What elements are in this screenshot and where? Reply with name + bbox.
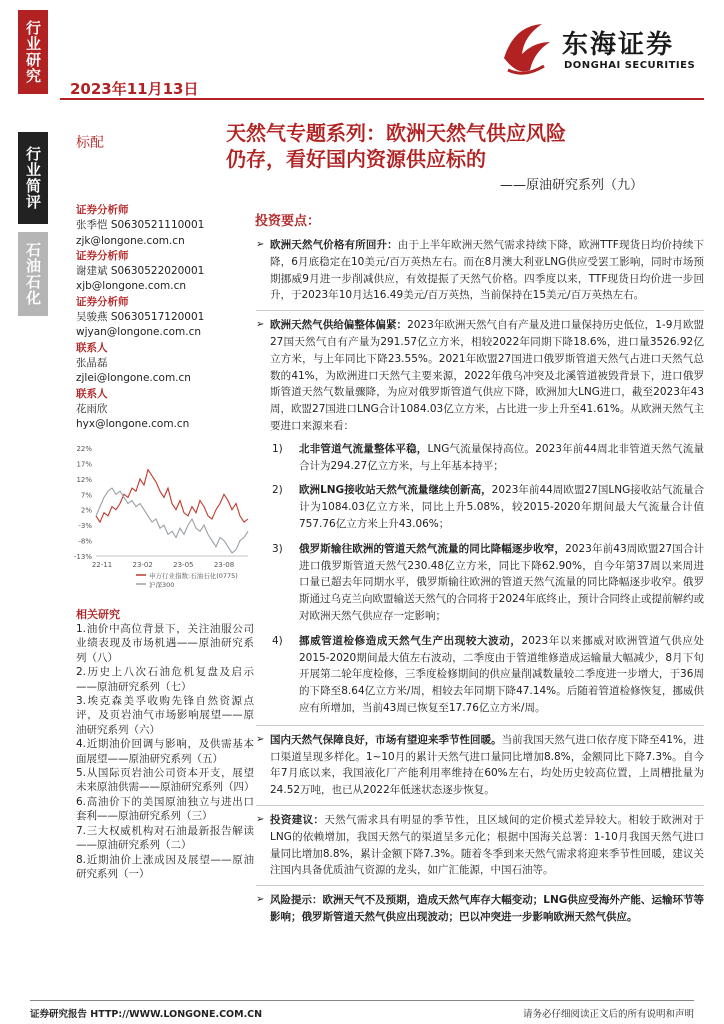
sub-item-heading: 挪威管道检修造成天然气生产出现较大波动，	[299, 634, 522, 647]
analyst-email[interactable]: wjyan@longone.com.cn	[76, 326, 202, 339]
related-item[interactable]: 3.埃克森美孚收购先锋自然资源点评，及页岩油气市场影响展望——原油研究系列（六）	[76, 695, 254, 736]
sub-item	[256, 541, 704, 625]
y-tick-label: 22%	[76, 445, 92, 453]
y-tick-label: -3%	[78, 522, 92, 531]
side-tab-industry-brief: 行业简评	[18, 132, 48, 224]
key-point-heading: 投资建议：	[270, 813, 325, 826]
key-point	[256, 237, 704, 304]
analyst-email[interactable]: xjb@longone.com.cn	[76, 280, 187, 293]
related-item[interactable]: 2.历史上八次石油危机复盘及启示——原油研究系列（七）	[76, 666, 254, 693]
key-point-heading: 国内天然气保障良好，市场有望迎来季节性回暖。	[270, 733, 502, 746]
sub-item-text: 2023年前43周欧盟27国合计进口俄罗斯管道天然气230.48亿立方米，同比下降62.90%，自今年第37周以来周进口量已超去年同期水平，俄罗斯输往欧洲的管道天然气流量的同比降幅逐步收窄。俄罗斯通过乌克兰向欧盟输送天然气的合同将于2024年底终止，预计合同终止或提前解约或对欧洲天然气供应存一定影响；	[299, 542, 704, 622]
logo-name-en: DONGHAI SECURITIES	[564, 60, 696, 71]
analyst-entry	[76, 387, 246, 433]
related-item[interactable]: 4.近期油价回调与影响，及供需基本面展望——原油研究系列（五）	[76, 738, 254, 765]
logo-mark-icon	[494, 18, 560, 84]
analyst-role: 联系人	[76, 341, 108, 354]
analyst-list	[76, 203, 246, 432]
footer-disclaimer: 请务必仔细阅读正文后的所有说明和声明	[522, 1009, 694, 1020]
related-research-list	[76, 622, 254, 881]
analyst-email[interactable]: zjk@longone.com.cn	[76, 234, 185, 247]
y-tick-label: -8%	[78, 537, 92, 546]
key-points-title: 投资要点：	[255, 214, 321, 229]
footer-website[interactable]: 证券研究报告 HTTP://WWW.LONGONE.COM.CN	[30, 1009, 263, 1020]
sub-item	[256, 441, 704, 475]
divider	[256, 885, 704, 886]
related-item[interactable]: 7.三大权威机构对石油最新报告解读——原油研究系列（二）	[76, 824, 254, 852]
report-subtitle: ——原油研究系列（九）	[500, 178, 644, 193]
divider	[256, 310, 704, 311]
side-tab-petrochemical: 石油石化	[18, 232, 48, 316]
analyst-role: 证券分析师	[76, 295, 129, 308]
x-tick-label: 23-08	[213, 561, 235, 569]
series-line-1	[96, 488, 248, 553]
key-point-text: 天然气需求具有明显的季节性，且区域间的定价模式差异较大。相较于欧洲对于LNG的依赖增加，我国天然气的渠道呈多元化；根据中国海关总署：1-10月我国天然气进口量同比增加8.8%，累计金额下降7.3%。随着冬季到来天然气需求将迎来季节性回暖，建议关注国内具备优质油气资源的龙头，如广汇能源，中国石油等。	[270, 813, 705, 877]
divider	[256, 725, 704, 726]
side-tab-industry-research: 行业研究	[18, 10, 48, 94]
key-point-text: 2023年欧洲天然气自有产量及进口量保持历史低位，1-9月欧盟27国天然气自有产量为291.57亿立方米，相较2022年同期下降18.6%，进口量3526.92亿立方米，与上年同比下降23.55%。2021年欧盟27国进口俄罗斯管道天然气占进口天然气总数的41%，为欧洲进口天然气主要来源，2022年俄乌冲突及北溪管道被毁背景下，进口俄罗斯管道天然气数量骤降，为应对俄罗斯管道气供应下降，欧洲加大LNG进口，截至2023年43周，欧盟27国进口LNG合计1084.03亿立方米，占比进一步上升至41.61%。从欧洲天然气主要进口来源来看：	[270, 319, 705, 432]
analyst-email[interactable]: hyx@longone.com.cn	[76, 418, 190, 431]
sub-item-heading: 俄罗斯输往欧洲的管道天然气流量的同比降幅逐步收窄，	[299, 542, 566, 555]
key-point-text: 当前我国天然气进口依存度下降至41%，进口渠道呈现多样化。1~10月的累计天然气进口量同比增加8.8%，金额同比下降7.3%。自今年7月底以来，我国液化厂产能利用率维持在60%左右，均处历史较高位置，上周槽批量为24.52万吨，也已从2022年低迷状态逐步恢复。	[270, 733, 704, 797]
sub-item	[256, 633, 704, 717]
sub-item-number: 1)	[272, 442, 283, 455]
related-item[interactable]: 5.从国际页岩油公司资本开支，展望未来原油供需——原油研究系列（四）	[76, 767, 255, 794]
industry-rating: 标配	[76, 135, 104, 151]
sub-item-heading: 北非管道气流量整体平稳，	[299, 442, 428, 455]
x-tick-label: 23-02	[132, 561, 153, 569]
y-tick-label: -13%	[73, 553, 92, 561]
related-item[interactable]: 1.油价中高位背景下，关注油服公司业绩表现及市场机遇——原油研究系列（八）	[76, 623, 254, 664]
analyst-name: 谢建斌 S0630522020001	[76, 265, 205, 278]
sub-item-number: 3)	[272, 542, 283, 555]
legend-label: 沪深300	[149, 581, 175, 589]
related-research-title: 相关研究	[76, 608, 120, 621]
sub-item-text: 2023年以来挪威对欧洲管道气供应处2015-2020期间最大值左右波动，二季度由于管道维修造成运输量大幅减少，8月下旬开展第二轮年度检修，三季度检修期间的供应量削减数量较二季度进一步增大，于36周的下降至8.64亿立方米/周，相较去年同期下降47.14%。后随着管道检修恢复，挪威供应有所增加，当前43周已恢复至17.76亿立方米/周。	[299, 634, 704, 714]
analyst-entry	[76, 295, 246, 341]
risk-warning-text: 风险提示：欧洲天气不及预期，造成天然气库存大幅变动；LNG供应受海外产能、运输环节等影响；俄罗斯管道天然气供应出现波动；巴以冲突进一步影响欧洲天然气供应。	[270, 894, 704, 923]
analyst-entry	[76, 203, 246, 249]
key-point	[256, 317, 704, 435]
analyst-role: 联系人	[76, 387, 108, 400]
analyst-role: 证券分析师	[76, 204, 129, 216]
analyst-entry	[76, 341, 246, 387]
key-points-body	[256, 237, 704, 932]
analyst-role: 证券分析师	[76, 249, 129, 262]
sub-item-number: 4)	[272, 634, 283, 647]
x-tick-label: 23-05	[173, 561, 194, 569]
key-point-heading: 欧洲天然气供给偏整体偏紧：	[270, 319, 408, 332]
analyst-name: 花雨欣	[76, 402, 108, 415]
company-logo	[494, 18, 704, 84]
key-point-text: 由于上半年欧洲天然气需求持续下降，欧洲TTF现货日均价持续下降，6月底稳定在10美元/百万英热左右。而在8月澳大利亚LNG供应受罢工影响，同时市场预期挪威9月进一步削减供应，有效提振了天然气价格。四季度以来，TTF现货日均价进一步回升，于2023年10月达16.49美元/百万英热，当前保持在15美元/百万英热左右。	[270, 239, 705, 302]
analyst-name: 张晶磊	[76, 356, 108, 369]
key-point	[256, 732, 704, 799]
y-tick-label: 7%	[80, 491, 92, 500]
related-item[interactable]: 6.高油价下的美国原油独立与进出口套利——原油研究系列（三）	[76, 795, 254, 823]
sub-item	[256, 482, 704, 532]
report-date: 2023年11月13日	[70, 80, 199, 98]
sub-item-text: 2023年前44周欧盟27国LNG接收站气流量合计为1084.03亿立方米，同比上升5.08%，较2015-2020年期间最大气流量合计值757.76亿立方米上升43.06%；	[299, 484, 704, 530]
title-line-2: 仍存，看好国内资源供应标的	[226, 147, 486, 171]
analyst-entry	[76, 249, 246, 295]
legend-label: 申万行业指数:石油石化(0775)	[149, 572, 238, 580]
footer-rule	[30, 1000, 694, 1001]
title-line-1: 天然气专题系列：欧洲天然气供应风险	[226, 121, 566, 145]
sub-item-number: 2)	[272, 484, 283, 497]
y-tick-label: 2%	[80, 506, 92, 515]
related-item[interactable]: 8.近期油价上涨成因及展望——原油研究系列（一）	[76, 853, 254, 880]
y-tick-label: 17%	[76, 460, 92, 469]
key-point	[256, 812, 704, 879]
risk-warning	[256, 892, 704, 926]
analyst-name: 吴骏燕 S0630517120001	[76, 311, 205, 324]
performance-chart	[60, 438, 256, 598]
y-tick-label: 12%	[76, 475, 92, 484]
divider	[256, 805, 704, 806]
key-point-heading: 欧洲天然气价格有所回升：	[270, 239, 398, 251]
analyst-name: 张季恺 S0630521110001	[76, 219, 205, 232]
sub-item-text: LNG气流量保持高位。2023年前44周北非管道天然气流量合计为294.27亿立方米，与上年基本持平；	[299, 442, 704, 472]
logo-name-zh: 东海证券	[562, 30, 675, 60]
analyst-email[interactable]: zjlei@longone.com.cn	[76, 372, 191, 385]
report-title	[226, 120, 696, 172]
sub-item-heading: 欧洲LNG接收站天然气流量继续创新高，	[299, 484, 492, 497]
series-line-0	[96, 470, 248, 522]
x-tick-label: 22-11	[91, 561, 113, 569]
